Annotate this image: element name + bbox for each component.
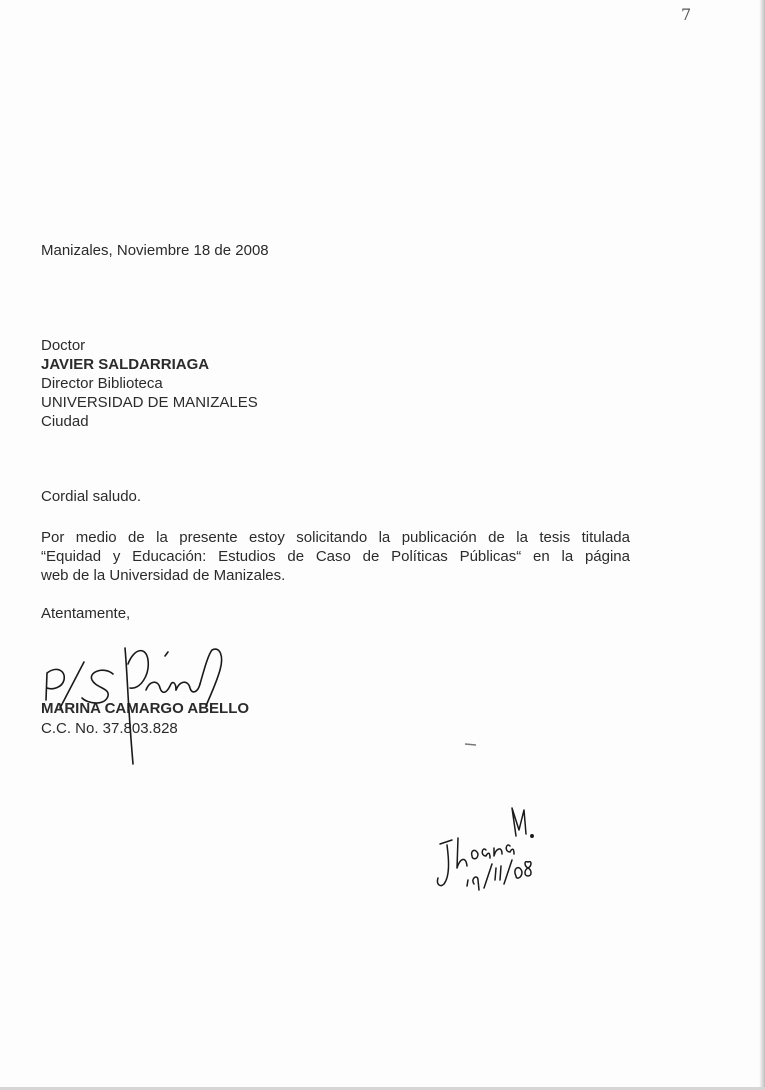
recipient-title: Doctor bbox=[41, 337, 86, 354]
body-line: Por medio de la presente estoy solicitando la publicación de la tesis titulada bbox=[41, 529, 630, 546]
body-line: web de la Universidad de Manizales. bbox=[41, 567, 286, 584]
recipient-position: Director Biblioteca bbox=[41, 375, 163, 392]
scan-edge-right bbox=[759, 0, 765, 1090]
closing: Atentamente, bbox=[41, 605, 131, 622]
recipient-city: Ciudad bbox=[41, 413, 89, 430]
greeting: Cordial saludo. bbox=[41, 488, 142, 505]
sender-name: MARINA CAMARGO ABELLO bbox=[41, 700, 250, 717]
recipient-name: JAVIER SALDARRIAGA bbox=[41, 356, 210, 373]
page-number-mark: 7 bbox=[681, 5, 692, 24]
body-line: “Equidad y Educación: Estudios de Caso de Políticas Públicas“ en la página bbox=[41, 548, 630, 565]
scan-speck bbox=[465, 744, 476, 745]
place-date: Manizales, Noviembre 18 de 2008 bbox=[41, 242, 269, 259]
sender-id: C.C. No. 37.803.828 bbox=[41, 720, 178, 737]
receipt-signature bbox=[437, 808, 533, 890]
recipient-institution: UNIVERSIDAD DE MANIZALES bbox=[41, 394, 258, 411]
letter-body bbox=[41, 528, 630, 585]
